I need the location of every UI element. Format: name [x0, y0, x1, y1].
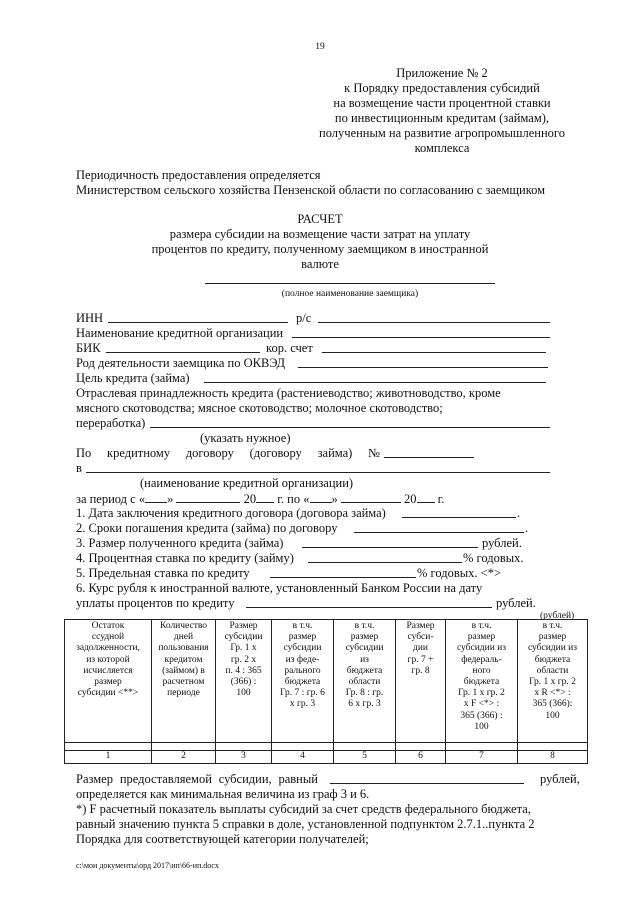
period-to-year-field[interactable]	[417, 491, 435, 503]
bank-name-label: Наименование кредитной организации	[76, 326, 284, 340]
rs-field[interactable]	[318, 311, 550, 323]
table-cell[interactable]	[272, 743, 334, 751]
header-line: в т.ч.	[542, 621, 563, 631]
periodicity-line-1: Периодичность предоставления определяется	[76, 168, 321, 182]
period-text: г. по «	[277, 492, 310, 506]
header-line: субсидии <**>	[77, 688, 139, 699]
title-line: валюте	[301, 257, 339, 271]
column-number: 4	[272, 751, 334, 764]
footnote-line-3: Порядка для соответствующей категории получателей;	[76, 832, 369, 846]
header-line: Гр. 1 х гр. 2	[529, 677, 576, 688]
header-line: из которой	[86, 654, 130, 665]
kor-schet-field[interactable]	[322, 341, 546, 353]
document-title: РАСЧЕТ	[297, 212, 343, 226]
column-number: 2	[152, 751, 216, 764]
period-text: »	[331, 492, 338, 506]
item-3-end: рублей.	[482, 536, 522, 550]
item-5-end: % годовых. <*>	[417, 566, 502, 580]
period-from-day-field[interactable]	[145, 491, 167, 503]
table-number-row	[65, 751, 588, 764]
header-line: Гр. 7 : гр. 6	[280, 688, 325, 699]
header-line: Количество	[159, 621, 208, 631]
table-header-cell	[334, 620, 396, 743]
period-line	[76, 491, 444, 507]
header-line: 365 (366) :	[460, 710, 503, 721]
item-4: 4. Процентная ставка по кредиту (займу)	[76, 551, 294, 565]
table-header-cell	[216, 620, 272, 743]
appendix-line: полученным на развитие агропромышленного	[319, 126, 565, 140]
header-line: пользования	[158, 643, 209, 654]
header-line: области	[536, 665, 569, 676]
sector-field[interactable]	[150, 416, 550, 428]
item-2: 2. Сроки погашения кредита (займа) по договору	[76, 521, 338, 535]
item-1-end: .	[517, 506, 521, 520]
header-line: субсидии из	[527, 643, 578, 654]
period-text: за период с «	[76, 492, 146, 506]
header-line: 100	[236, 688, 251, 699]
okved-label: Род деятельности заемщика по ОКВЭД	[76, 356, 286, 370]
header-line: субсидии из	[456, 643, 507, 654]
calculation-table	[64, 619, 588, 764]
purpose-label: Цель кредита (займа)	[76, 371, 190, 385]
footnote-line-1: *) F расчетный показатель выплаты субсидий за счет средств федерального бюджета,	[76, 802, 531, 816]
contract-number-field[interactable]	[384, 446, 474, 458]
item-4-field[interactable]	[308, 551, 462, 563]
periodicity-line-2: Министерством сельского хозяйства Пензенской области по согласованию с заемщиком	[76, 183, 546, 197]
header-line: из феде-	[285, 654, 320, 665]
column-number: 8	[518, 751, 588, 764]
subsidy-size-end: рублей,	[540, 772, 580, 786]
header-line: бюджета	[284, 677, 321, 688]
header-line: Остаток	[91, 621, 125, 631]
table-header-cell	[65, 620, 152, 743]
item-3-field[interactable]	[302, 536, 478, 548]
header-line: периоде	[167, 688, 200, 699]
header-line: х гр. 3	[289, 699, 316, 710]
table-cell[interactable]	[152, 743, 216, 751]
header-line: Размер	[406, 621, 435, 631]
bik-label: БИК	[76, 341, 101, 355]
footnote-line-2: равный значению пункта 5 справки в доле, установленной подпунктом 2.7.1..пункта 2	[76, 817, 535, 831]
table-cell[interactable]	[65, 743, 152, 751]
table-cell[interactable]	[216, 743, 272, 751]
item-6-field[interactable]	[246, 596, 492, 608]
header-line: Размер	[229, 621, 258, 631]
period-to-day-field[interactable]	[310, 491, 332, 503]
header-line: х F <*> :	[463, 699, 500, 710]
appendix-line: Приложение № 2	[396, 66, 488, 80]
item-2-field[interactable]	[354, 521, 524, 533]
specify-caption: (указать нужное)	[200, 431, 291, 445]
borrower-caption: (полное наименование заемщика)	[281, 289, 419, 299]
bik-field[interactable]	[106, 341, 260, 353]
header-line: исчисляется	[83, 665, 133, 676]
header-line: 100	[545, 710, 560, 721]
header-line: Гр. 8 : гр.	[345, 688, 384, 699]
table-cell[interactable]	[396, 743, 446, 751]
purpose-field[interactable]	[204, 371, 546, 383]
size-word: Размер	[76, 772, 113, 786]
header-line: 6 х гр. 3	[348, 699, 381, 710]
borrower-name-field[interactable]	[205, 283, 495, 284]
column-number: 3	[216, 751, 272, 764]
size-word: равный	[278, 772, 318, 786]
size-word: предоставляемой	[119, 772, 212, 786]
header-line: размер	[350, 632, 379, 643]
header-line: размер	[538, 632, 567, 643]
title-line: размера субсидии на возмещение части затрат на уплату	[169, 227, 471, 241]
header-line: (366) :	[230, 677, 257, 688]
appendix-line: на возмещение части процентной ставки	[333, 96, 551, 110]
kor-schet-label: кор. счет	[266, 341, 313, 355]
item-5: 5. Предельная ставка по кредиту	[76, 566, 250, 580]
subsidy-size-line-2: определяется как минимальная величина из граф 3 и 6.	[76, 787, 370, 801]
header-line: субсидии	[224, 632, 263, 643]
header-line: ссудной	[91, 632, 125, 643]
page-number: 19	[315, 42, 325, 52]
table-data-row	[65, 743, 588, 751]
item-6-line-2: уплаты процентов по кредиту	[76, 596, 235, 610]
contract-line	[76, 446, 380, 461]
sector-line-1: Отраслевая принадлежность кредита (растениеводство; животноводство, кроме	[76, 386, 501, 400]
header-line: в т.ч.	[471, 621, 492, 631]
header-line: дней	[173, 632, 194, 643]
appendix-line: по инвестиционным кредитам (займам),	[334, 111, 550, 125]
contract-word: договору	[185, 446, 234, 460]
contract-word: №	[368, 446, 380, 460]
header-line: х R <*> :	[534, 688, 571, 699]
header-line: размер	[288, 632, 317, 643]
header-line: 365 (366):	[532, 699, 573, 710]
header-line: дии	[412, 643, 428, 654]
period-text: 20	[243, 492, 257, 506]
header-line: из	[360, 654, 369, 665]
table-cell[interactable]	[334, 743, 396, 751]
header-line: бюджета	[463, 677, 500, 688]
column-number: 1	[65, 751, 152, 764]
period-text: »	[167, 492, 174, 506]
item-6-end: рублей.	[496, 596, 536, 610]
header-line: ного	[472, 665, 491, 676]
table-header-cell	[272, 620, 334, 743]
header-line: федераль-	[461, 654, 502, 665]
bank-caption: (наименование кредитной организации)	[140, 476, 354, 490]
header-line: гр. 8	[411, 665, 430, 676]
bank-name-field[interactable]	[292, 326, 550, 338]
period-to-month-field[interactable]	[341, 491, 401, 503]
item-3: 3. Размер полученного кредита (займа)	[76, 536, 284, 550]
period-from-month-field[interactable]	[176, 491, 240, 503]
header-line: 100	[474, 721, 489, 732]
header-line: п. 4 : 365	[225, 665, 262, 676]
header-line: задолженности,	[76, 643, 140, 654]
header-line: Гр. 1 х	[230, 643, 257, 654]
column-number: 7	[446, 751, 518, 764]
period-from-year-field[interactable]	[256, 491, 274, 503]
table-header-cell	[518, 620, 588, 743]
subsidy-size-field[interactable]	[330, 772, 524, 784]
table-header-cell	[152, 620, 216, 743]
rs-label: р/с	[296, 311, 312, 325]
contract-word: займа)	[317, 446, 353, 460]
header-line: кредитом	[164, 654, 203, 665]
table-unit-note: (рублей)	[540, 611, 575, 621]
column-number: 5	[334, 751, 396, 764]
header-line: бюджета	[534, 654, 571, 665]
header-line: в т.ч.	[354, 621, 375, 631]
item-6: 6. Курс рубля к иностранной валюте, установленный Банком России на дату	[76, 581, 483, 595]
column-number: 6	[396, 751, 446, 764]
table-header-cell	[446, 620, 518, 743]
item-2-end: .	[525, 521, 529, 535]
header-line: гр. 7 +	[407, 654, 434, 665]
header-line: субсидии	[345, 643, 384, 654]
header-line: гр. 2 х	[230, 654, 257, 665]
header-line: бюджета	[346, 665, 383, 676]
appendix-line: к Порядку предоставления субсидий	[344, 81, 540, 95]
header-line: субси-	[407, 632, 434, 643]
header-line: размер	[94, 677, 122, 688]
size-word: субсидии,	[218, 772, 272, 786]
contract-word: (договору	[249, 446, 302, 460]
item-5-field[interactable]	[270, 566, 416, 578]
header-line: субсидии	[283, 643, 322, 654]
in-word: в	[76, 461, 82, 475]
sector-line-3: переработка)	[76, 416, 146, 430]
header-line: Гр. 1 х гр. 2	[458, 688, 505, 699]
item-1-field[interactable]	[402, 506, 516, 518]
title-line: процентов по кредиту, полученному заемщиком в иностранной	[151, 242, 489, 256]
table-cell[interactable]	[446, 743, 518, 751]
inn-field[interactable]	[108, 311, 288, 323]
bank-field[interactable]	[86, 461, 550, 473]
item-1: 1. Дата заключения кредитного договора (договора займа)	[76, 506, 386, 520]
file-path: c:\мои документы\орд 2017\ип\66-ип.docx	[76, 861, 219, 870]
appendix-line: комплекса	[414, 141, 470, 155]
header-line: расчетном	[162, 677, 205, 688]
period-text: 20	[404, 492, 417, 506]
inn-label: ИНН	[76, 311, 104, 325]
subsidy-size-line	[76, 772, 318, 787]
contract-word: кредитному	[107, 446, 171, 460]
contract-word: По	[76, 446, 92, 460]
header-line: в т.ч.	[292, 621, 313, 631]
table-cell[interactable]	[518, 743, 588, 751]
item-4-end: % годовых.	[463, 551, 524, 565]
okved-field[interactable]	[298, 356, 548, 368]
header-line: размер	[467, 632, 496, 643]
table-header-cell	[396, 620, 446, 743]
header-line: (займом) в	[162, 665, 205, 676]
period-text: г.	[437, 492, 445, 506]
header-line: рального	[284, 665, 321, 676]
header-line: области	[348, 677, 381, 688]
sector-line-2: мясного скотоводства; мясное скотоводство; молочное скотоводство;	[76, 401, 443, 415]
table-header-row	[65, 620, 588, 743]
